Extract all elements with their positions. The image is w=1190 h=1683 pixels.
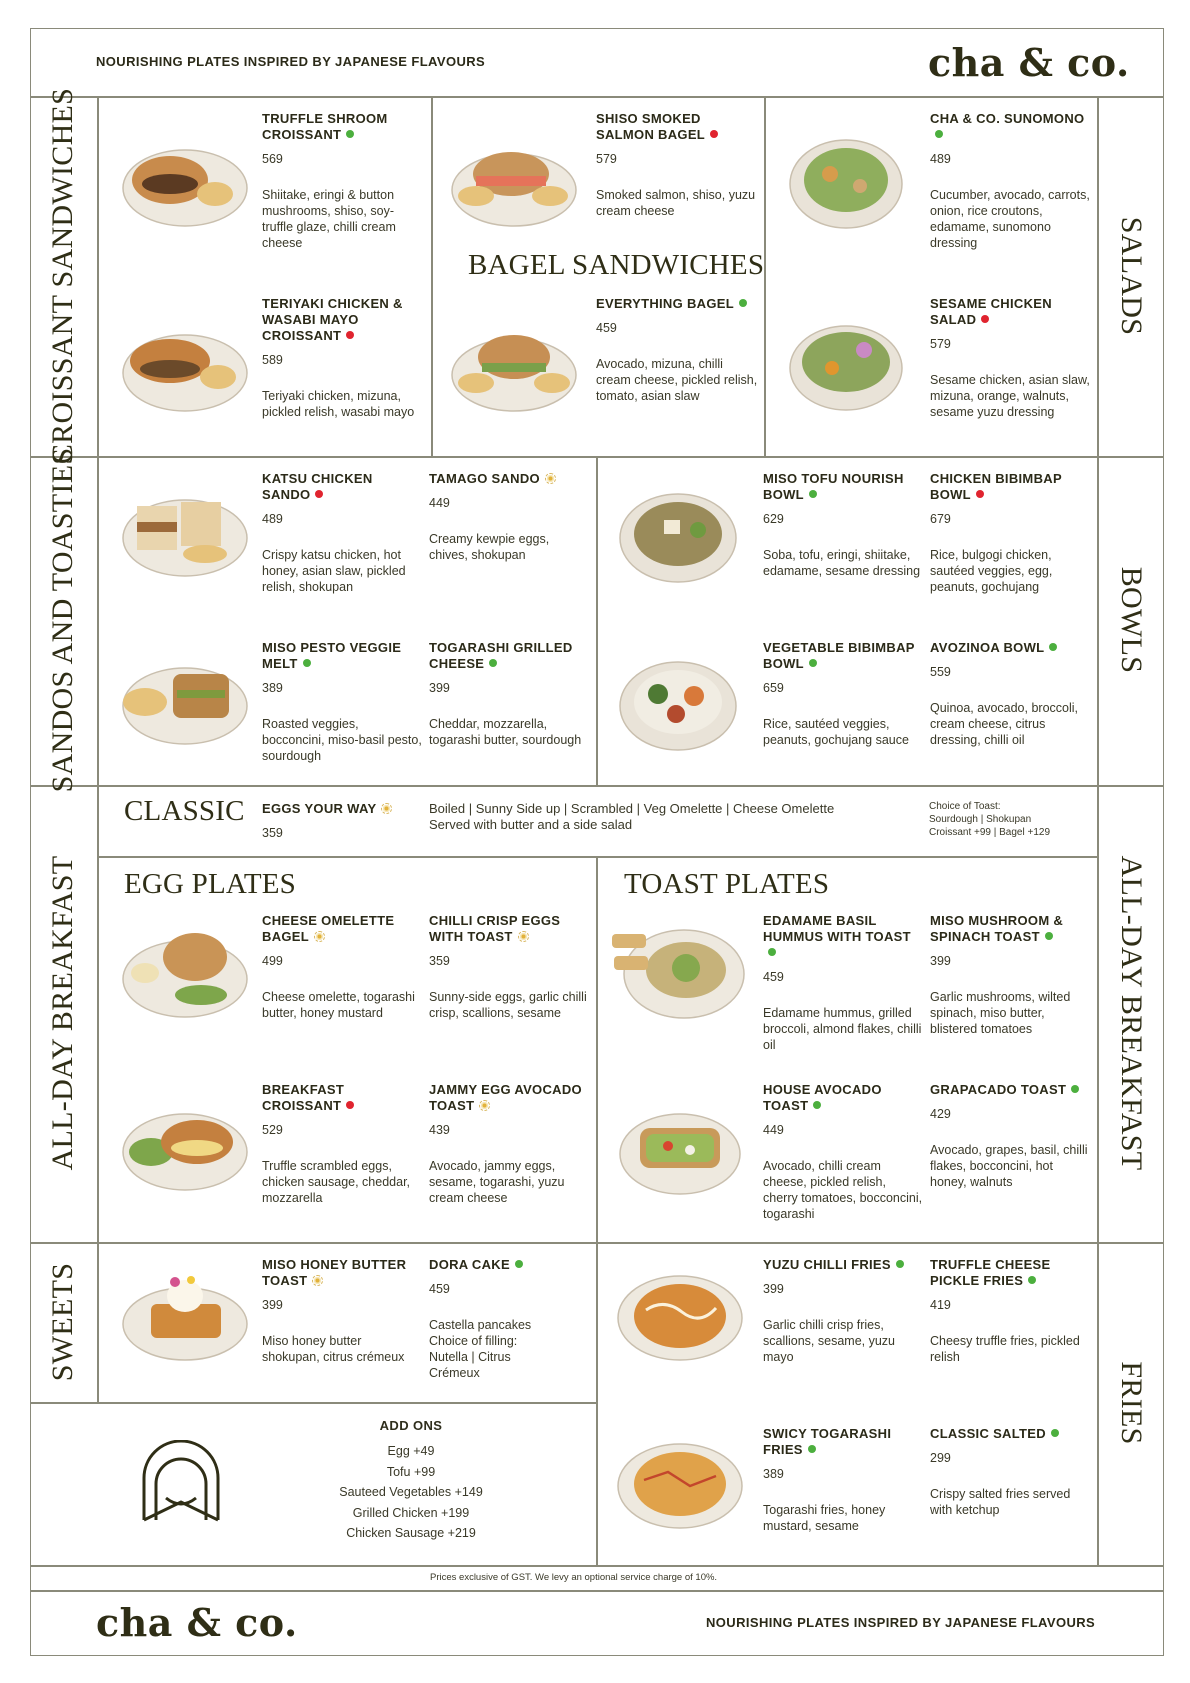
item-description: Sunny-side eggs, garlic chilli crisp, scallions, sesame (429, 990, 587, 1020)
item-price: 449 (763, 1123, 784, 1137)
section-title-toast-plates: TOAST PLATES (624, 868, 830, 900)
non-veg-indicator-icon (710, 130, 718, 138)
veg-indicator-icon (896, 1260, 904, 1268)
item-description: Crispy katsu chicken, hot honey, asian slaw, pickled relish, shokupan (262, 548, 406, 594)
item-price: 459 (596, 321, 617, 335)
item-price: 419 (930, 1298, 951, 1312)
item-price: 559 (930, 665, 951, 679)
dish-photo-breakfast-croissant (115, 1092, 250, 1202)
footer-note: Prices exclusive of GST. We levy an optional service charge of 10%. (430, 1572, 718, 1583)
item-name: CLASSIC SALTED (930, 1426, 1046, 1441)
egg-indicator-icon (545, 473, 556, 484)
dish-photo-sesame-salad (780, 310, 915, 420)
divider (764, 96, 766, 456)
item-description: Avocado, grapes, basil, chilli flakes, bocconcini, hot honey, walnuts (930, 1143, 1088, 1189)
item-name: MISO MUSHROOM & SPINACH TOAST (930, 913, 1064, 944)
item-name: BREAKFAST CROISSANT (262, 1082, 345, 1113)
category-salads: SALADS (1115, 216, 1148, 336)
menu-item-miso-tofu-nourish-bowl (763, 471, 923, 579)
add-on-item: Sauteed Vegetables +149 (339, 1485, 483, 1499)
add-on-item: Chicken Sausage +219 (346, 1526, 476, 1540)
item-price: 579 (930, 337, 951, 351)
toast-choice-note (929, 800, 1050, 839)
item-name: CHEESE OMELETTE BAGEL (262, 913, 395, 944)
menu-item-swicy-togarashi-fries (763, 1426, 923, 1534)
menu-item-everything-bagel (596, 296, 761, 404)
category-sandos-and-toasties: SANDOS AND TOASTIES (46, 447, 79, 793)
veg-indicator-icon (813, 1101, 821, 1109)
item-description: Shiitake, eringi & button mushrooms, shiso, soy-truffle glaze, chilli cream cheese (262, 188, 396, 250)
menu-item-katsu-chicken-sando (262, 471, 422, 595)
veg-indicator-icon (1045, 932, 1053, 940)
dish-photo-miso-pesto-melt (115, 650, 250, 750)
item-name: TOGARASHI GRILLED CHEESE (429, 640, 573, 671)
divider (1097, 96, 1099, 1565)
veg-indicator-icon (809, 659, 817, 667)
dish-photo-swicy-togarashi-fries (612, 1428, 747, 1538)
item-name: SHISO SMOKED SALMON BAGEL (596, 111, 706, 142)
item-description: Cheese omelette, togarashi butter, honey mustard (262, 990, 415, 1020)
item-price: 299 (930, 1451, 951, 1465)
item-name: EGGS YOUR WAY (262, 801, 377, 816)
item-name: HOUSE AVOCADO TOAST (763, 1082, 882, 1113)
veg-indicator-icon (1028, 1276, 1036, 1284)
category-sweets: SWEETS (46, 1262, 79, 1382)
item-name: AVOZINOA BOWL (930, 640, 1045, 655)
egg-style-options: Boiled | Sunny Side up | Scrambled | Veg Omelette | Cheese Omelette (429, 801, 835, 816)
item-price: 489 (930, 152, 951, 166)
dish-photo-sunomono (780, 126, 915, 236)
item-price: 459 (429, 1282, 450, 1296)
item-name: GRAPACADO TOAST (930, 1082, 1067, 1097)
divider (97, 96, 99, 1402)
item-name: DORA CAKE (429, 1257, 510, 1272)
divider (431, 96, 433, 456)
item-price: 569 (262, 152, 283, 166)
divider (596, 456, 598, 785)
menu-item-shiso-smoked-salmon-bagel (596, 111, 756, 219)
item-description: Crispy salted fries served with ketchup (930, 1487, 1071, 1517)
menu-item-miso-mushroom-spinach-toast (930, 913, 1095, 1037)
divider (30, 1402, 596, 1404)
egg-indicator-icon (312, 1275, 323, 1286)
dish-photo-katsu-sando (115, 482, 250, 582)
item-price: 389 (262, 681, 283, 695)
toast-choice-label: Choice of Toast: (929, 801, 1001, 812)
menu-item-cha-co-sunomono (930, 111, 1090, 251)
category-fries: FRIES (1115, 1361, 1148, 1445)
veg-indicator-icon (808, 1445, 816, 1453)
menu-item-tamago-sando (429, 471, 589, 563)
veg-indicator-icon (1071, 1085, 1079, 1093)
item-price: 459 (763, 970, 784, 984)
item-name: TAMAGO SANDO (429, 471, 540, 486)
item-description: Togarashi fries, honey mustard, sesame (763, 1503, 886, 1533)
menu-item-teriyaki-chicken-croissant (262, 296, 422, 420)
header-tagline: NOURISHING PLATES INSPIRED BY JAPANESE FLAVOURS (96, 54, 486, 69)
divider (30, 1590, 1164, 1592)
non-veg-indicator-icon (981, 315, 989, 323)
item-name: EDAMAME BASIL HUMMUS WITH TOAST (763, 913, 911, 944)
veg-indicator-icon (303, 659, 311, 667)
item-description: Avocado, mizuna, chilli cream cheese, pickled relish, tomato, asian slaw (596, 357, 758, 403)
non-veg-indicator-icon (346, 1101, 354, 1109)
toast-choice-upgrades: Croissant +99 | Bagel +129 (929, 827, 1051, 838)
item-name: TERIYAKI CHICKEN & WASABI MAYO CROISSANT (262, 296, 403, 343)
item-price: 489 (262, 512, 283, 526)
category-all-day-breakfast: ALL-DAY BREAKFAST (46, 855, 79, 1171)
dish-photo-edamame-hummus-toast (606, 908, 746, 1028)
veg-indicator-icon (515, 1260, 523, 1268)
item-description: Creamy kewpie eggs, chives, shokupan (429, 532, 550, 562)
item-description: Cucumber, avocado, carrots, onion, rice croutons, edamame, sunomono dressing (930, 188, 1090, 250)
dish-photo-cheese-omelette-bagel (115, 915, 250, 1025)
category-croissant-sandwiches: CROISSANT SANDWICHES (46, 87, 79, 465)
item-description: Sesame chicken, asian slaw, mizuna, orange, walnuts, sesame yuzu dressing (930, 373, 1090, 419)
egg-indicator-icon (479, 1100, 490, 1111)
item-description: Truffle scrambled eggs, chicken sausage, cheddar, mozzarella (262, 1159, 411, 1205)
classic-egg-options (429, 801, 834, 833)
header-brand-logo: cha & co. (928, 40, 1130, 85)
menu-item-chilli-crisp-eggs (429, 913, 589, 1021)
toast-choice-included: Sourdough | Shokupan (929, 814, 1032, 825)
category-all-day-breakfast-right: ALL-DAY BREAKFAST (1115, 855, 1148, 1171)
item-name: CHICKEN BIBIMBAP BOWL (930, 471, 1062, 502)
item-name: EVERYTHING BAGEL (596, 296, 734, 311)
item-description: Avocado, jammy eggs, sesame, togarashi, yuzu cream cheese (429, 1159, 565, 1205)
item-description: Cheddar, mozzarella, togarashi butter, sourdough (429, 717, 582, 747)
item-name: MISO PESTO VEGGIE MELT (262, 640, 402, 671)
item-description: Garlic mushrooms, wilted spinach, miso butter, blistered tomatoes (930, 990, 1071, 1036)
veg-indicator-icon (1049, 643, 1057, 651)
menu-item-breakfast-croissant (262, 1082, 422, 1206)
divider (596, 856, 598, 1565)
brand-emblem-icon (136, 1440, 226, 1530)
dish-photo-house-avocado-toast (612, 1092, 747, 1202)
menu-item-chicken-bibimbap-bowl (930, 471, 1090, 595)
item-name: SESAME CHICKEN SALAD (930, 296, 1052, 327)
divider (30, 96, 1164, 98)
add-on-item: Tofu +99 (386, 1464, 436, 1479)
non-veg-indicator-icon (346, 331, 354, 339)
add-on-item: Egg +49 (387, 1444, 435, 1458)
item-description: Soba, tofu, eringi, shiitake, edamame, sesame dressing (763, 548, 921, 578)
dish-photo-truffle-shroom (115, 132, 250, 232)
item-price: 389 (763, 1467, 784, 1481)
item-price: 529 (262, 1123, 283, 1137)
add-ons-title: ADD ONS (379, 1418, 443, 1433)
divider (30, 785, 1164, 787)
item-name: SWICY TOGARASHI FRIES (763, 1426, 892, 1457)
veg-indicator-icon (935, 130, 943, 138)
item-price: 659 (763, 681, 784, 695)
item-price: 399 (262, 1298, 283, 1312)
item-name: YUZU CHILLI FRIES (763, 1257, 891, 1272)
menu-item-dora-cake (429, 1257, 554, 1381)
item-name: MISO TOFU NOURISH BOWL (763, 471, 904, 502)
menu-item-truffle-cheese-pickle-fries (930, 1257, 1090, 1365)
menu-item-edamame-basil-hummus-toast (763, 913, 923, 1053)
item-description: Miso honey butter shokupan, citrus crémeux (262, 1334, 405, 1364)
item-description: Smoked salmon, shiso, yuzu cream cheese (596, 188, 756, 218)
dish-photo-yuzu-chilli-fries (612, 1260, 747, 1370)
egg-indicator-icon (314, 931, 325, 942)
add-ons-list (291, 1418, 531, 1544)
veg-indicator-icon (346, 130, 354, 138)
dish-photo-salmon-bagel (446, 132, 581, 232)
section-title-egg-plates: EGG PLATES (124, 868, 296, 900)
item-price: 439 (429, 1123, 450, 1137)
dish-photo-teriyaki-croissant (115, 317, 250, 417)
item-price: 399 (429, 681, 450, 695)
footer-brand-logo: cha & co. (96, 1600, 298, 1645)
item-description: Edamame hummus, grilled broccoli, almond flakes, chilli oil (763, 1006, 922, 1052)
category-bowls: BOWLS (1115, 566, 1148, 674)
item-name: MISO HONEY BUTTER TOAST (262, 1257, 407, 1288)
item-name: TRUFFLE CHEESE PICKLE FRIES (930, 1257, 1051, 1288)
item-description: Castella pancakes Choice of filling: Nutella | Citrus Crémeux (429, 1318, 532, 1380)
menu-item-sesame-chicken-salad (930, 296, 1090, 420)
footer-tagline: NOURISHING PLATES INSPIRED BY JAPANESE FLAVOURS (706, 1615, 1096, 1630)
item-name: TRUFFLE SHROOM CROISSANT (262, 111, 388, 142)
menu-item-vegetable-bibimbap-bowl (763, 640, 923, 748)
dish-photo-miso-honey-toast (115, 1260, 250, 1370)
menu-item-eggs-your-way (262, 801, 422, 840)
menu-item-house-avocado-toast (763, 1082, 923, 1222)
menu-item-avozinoa-bowl (930, 640, 1090, 748)
item-description: Teriyaki chicken, mizuna, pickled relish, wasabi mayo (262, 389, 415, 419)
menu-item-miso-honey-butter-toast (262, 1257, 422, 1365)
egg-indicator-icon (381, 803, 392, 814)
menu-item-grapacado-toast (930, 1082, 1090, 1190)
menu-item-cheese-omelette-bagel (262, 913, 422, 1021)
veg-indicator-icon (1051, 1429, 1059, 1437)
menu-item-classic-salted-fries (930, 1426, 1090, 1518)
add-on-item: Grilled Chicken +199 (352, 1505, 470, 1520)
item-price: 429 (930, 1107, 951, 1121)
item-description: Cheesy truffle fries, pickled relish (930, 1334, 1080, 1364)
item-price: 359 (429, 954, 450, 968)
classic-serving-note: Served with butter and a side salad (429, 817, 633, 832)
item-price: 399 (763, 1282, 784, 1296)
dish-photo-miso-tofu-bowl (612, 480, 747, 590)
item-price: 579 (596, 152, 617, 166)
veg-indicator-icon (809, 490, 817, 498)
item-description: Rice, sautéed veggies, peanuts, gochujang sauce (763, 717, 909, 747)
menu-item-togarashi-grilled-cheese (429, 640, 589, 748)
item-description: Rice, bulgogi chicken, sautéed veggies, egg, peanuts, gochujang (930, 548, 1053, 594)
divider (97, 856, 1098, 858)
item-price: 629 (763, 512, 784, 526)
item-price: 449 (429, 496, 450, 510)
egg-indicator-icon (518, 931, 529, 942)
item-description: Quinoa, avocado, broccoli, cream cheese, citrus dressing, chilli oil (930, 701, 1079, 747)
item-price: 679 (930, 512, 951, 526)
item-price: 359 (262, 826, 283, 840)
veg-indicator-icon (768, 948, 776, 956)
menu-item-truffle-shroom-croissant (262, 111, 422, 251)
section-title-classic: CLASSIC (124, 795, 245, 827)
item-description: Avocado, chilli cream cheese, pickled relish, cherry tomatoes, bocconcini, togarashi (763, 1159, 923, 1221)
item-name: VEGETABLE BIBIMBAP BOWL (763, 640, 915, 671)
item-name: KATSU CHICKEN SANDO (262, 471, 373, 502)
item-price: 499 (262, 954, 283, 968)
item-price: 589 (262, 353, 283, 367)
menu-item-jammy-egg-avocado-toast (429, 1082, 589, 1206)
item-description: Garlic chilli crisp fries, scallions, sesame, yuzu mayo (763, 1318, 896, 1364)
non-veg-indicator-icon (976, 490, 984, 498)
section-title-bagel: BAGEL SANDWICHES (468, 249, 765, 281)
veg-indicator-icon (489, 659, 497, 667)
item-name: CHA & CO. SUNOMONO (930, 111, 1085, 126)
menu-item-yuzu-chilli-fries (763, 1257, 923, 1365)
menu-item-miso-pesto-veggie-melt (262, 640, 422, 764)
item-name: CHILLI CRISP EGGS WITH TOAST (429, 913, 561, 944)
dish-photo-vegetable-bibimbap (612, 648, 747, 758)
non-veg-indicator-icon (315, 490, 323, 498)
item-name: JAMMY EGG AVOCADO TOAST (429, 1082, 582, 1113)
item-price: 399 (930, 954, 951, 968)
divider (30, 1565, 1164, 1567)
veg-indicator-icon (739, 299, 747, 307)
item-description: Roasted veggies, bocconcini, miso-basil pesto, sourdough (262, 717, 422, 763)
dish-photo-everything-bagel (446, 317, 581, 417)
